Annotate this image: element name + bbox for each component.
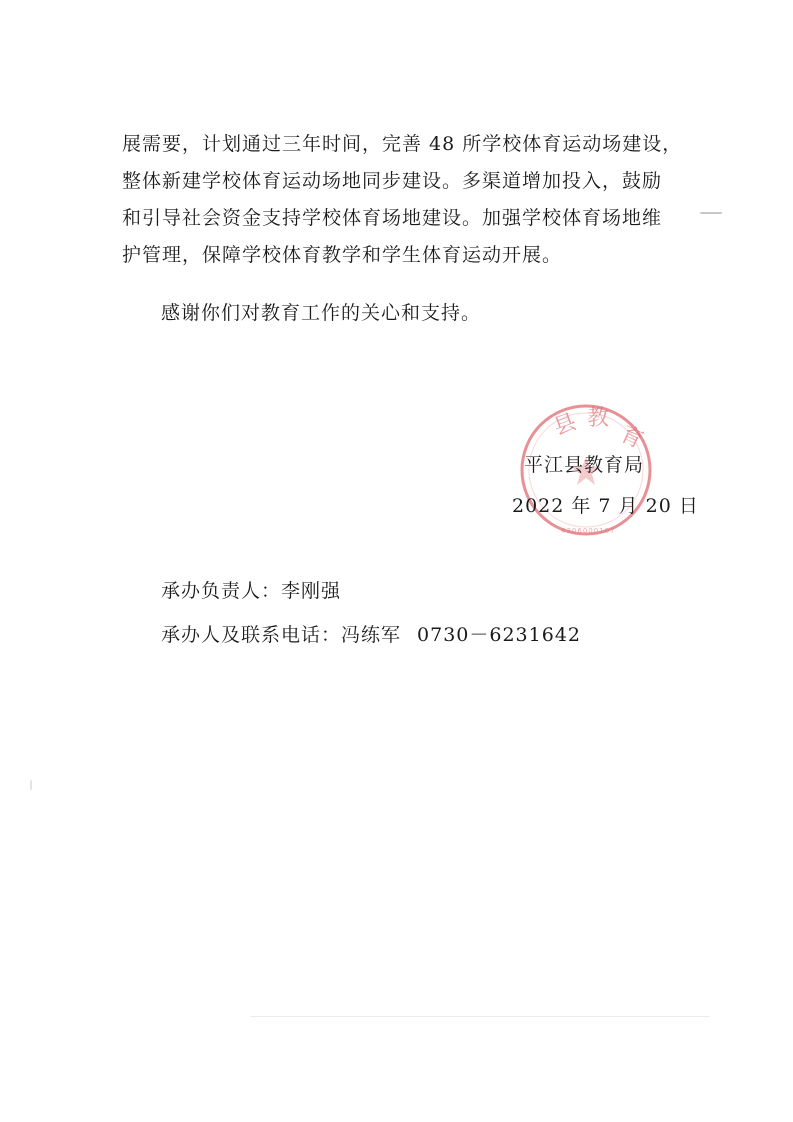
seal-char: 县 <box>550 409 580 441</box>
seal-char: 教 <box>587 406 610 431</box>
scan-speck <box>30 780 32 790</box>
scan-speck <box>250 1016 710 1017</box>
seal-char: 育 <box>616 421 647 454</box>
seal-code: 4306000107 <box>561 527 616 535</box>
responsible-label: 承办负责人： <box>161 580 282 602</box>
paragraph-line: 和引导社会资金支持学校体育场地建设。加强学校体育场地维 <box>122 207 663 229</box>
body-paragraph <box>122 126 702 274</box>
responsible-person <box>161 573 341 609</box>
closing-remark: 感谢你们对教育工作的关心和支持。 <box>161 302 482 324</box>
scan-speck <box>700 212 722 214</box>
responsible-name: 李刚强 <box>281 580 342 602</box>
paragraph-line: 展需要，计划通过三年时间，完善 48 所学校体育运动场建设， <box>122 133 683 155</box>
paragraph-line: 整体新建学校体育运动场地同步建设。多渠道增加投入，鼓励 <box>122 170 663 192</box>
contact-label: 承办人及联系电话： <box>161 624 342 646</box>
contact-name: 冯练军 <box>341 624 402 646</box>
issuing-organization: 平江县教育局 <box>524 454 645 476</box>
paragraph-line: 护管理，保障学校体育教学和学生体育运动开展。 <box>122 244 563 266</box>
issue-date: 2022 年 7 月 20 日 <box>512 495 699 517</box>
contact-phone: 0730－6231642 <box>417 624 582 646</box>
contact-line <box>161 617 581 653</box>
